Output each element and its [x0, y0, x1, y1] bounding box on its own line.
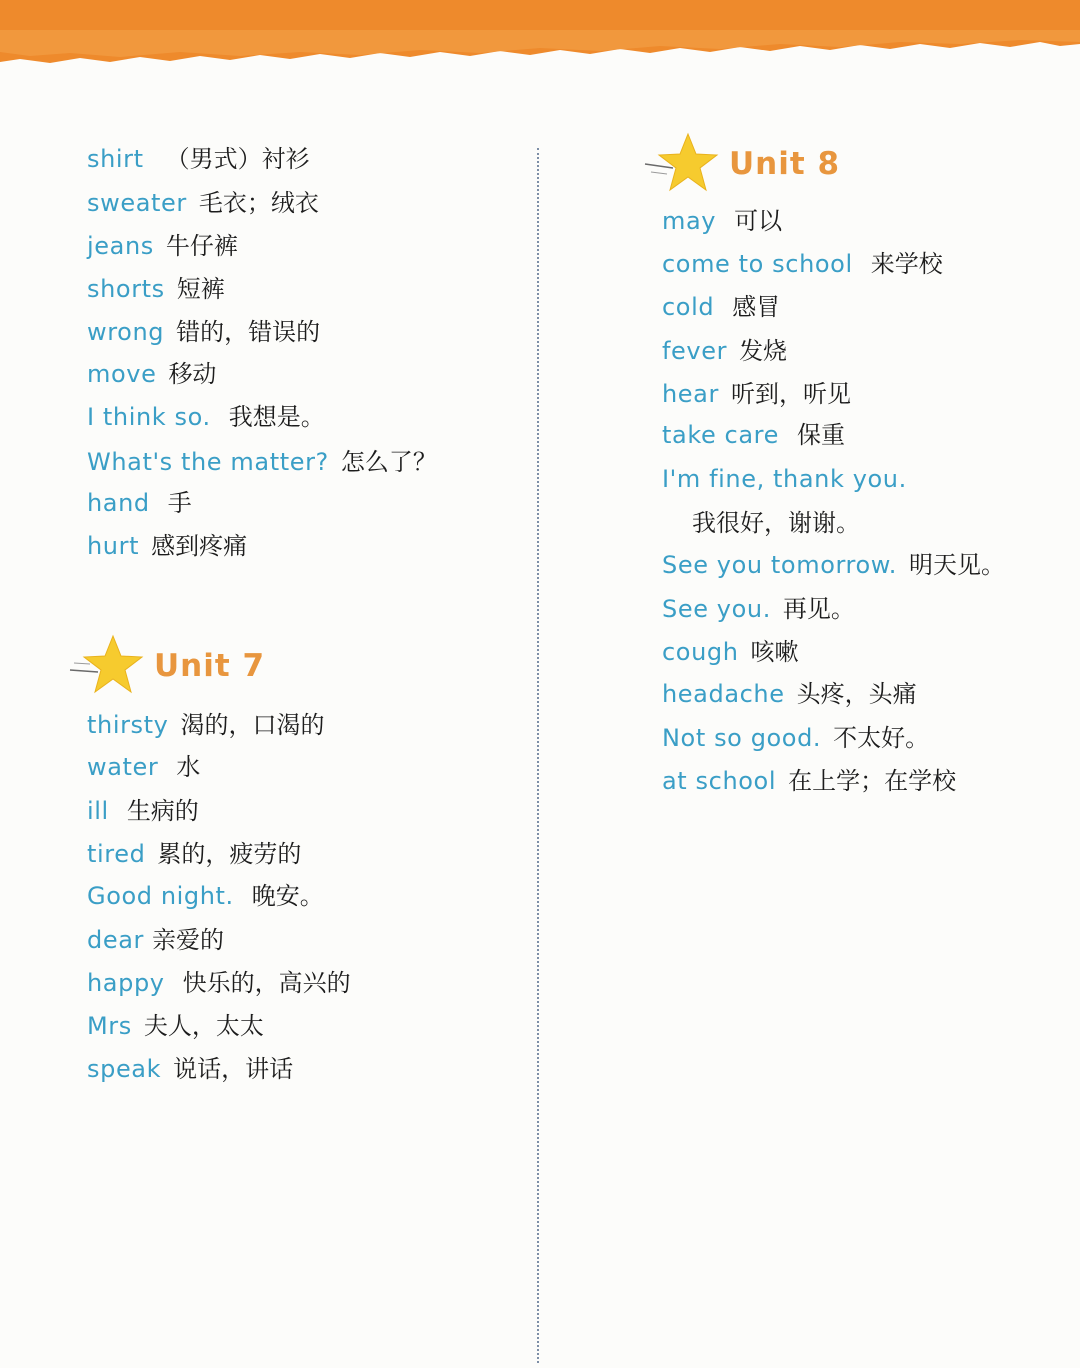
english-term: shirt	[87, 145, 144, 173]
chinese-meaning: 可以	[734, 207, 783, 235]
vocab-entry	[87, 317, 320, 347]
vocab-entry	[87, 839, 301, 869]
vocab-entry	[662, 679, 917, 709]
vocab-entry	[87, 531, 247, 561]
chinese-meaning: 夫人，太太	[143, 1012, 264, 1040]
chinese-meaning: （男式）衬衫	[165, 145, 310, 173]
chinese-meaning: 水	[176, 753, 201, 781]
english-term: hurt	[87, 532, 140, 560]
english-term: Not so good.	[662, 724, 822, 752]
vocab-entry	[662, 594, 855, 624]
vocab-entry	[662, 550, 1005, 580]
unit-8-heading	[643, 128, 863, 198]
english-term: headache	[662, 680, 785, 708]
english-term: Mrs	[87, 1012, 132, 1040]
vocab-entry	[662, 464, 907, 538]
vocab-entry	[87, 144, 310, 174]
vocab-entry	[662, 292, 780, 322]
english-term: hand	[87, 489, 150, 517]
column-divider	[537, 148, 539, 1363]
english-term: ill	[87, 797, 109, 825]
english-term: at school	[662, 767, 777, 795]
chinese-meaning: 渴的，口渴的	[180, 711, 325, 739]
chinese-meaning: 快乐的，高兴的	[182, 969, 351, 997]
english-term: jeans	[87, 232, 154, 260]
chinese-meaning: 怎么了？	[340, 448, 437, 476]
vocab-entry	[662, 723, 929, 753]
vocab-entry	[662, 336, 787, 366]
chinese-meaning: 短裤	[176, 275, 225, 303]
chinese-meaning: 保重	[796, 421, 845, 449]
english-term: happy	[87, 969, 165, 997]
chinese-meaning: 感到疼痛	[151, 532, 248, 560]
vocab-entry	[662, 766, 956, 796]
english-term: shorts	[87, 275, 165, 303]
chinese-meaning: 手	[167, 489, 192, 517]
chinese-meaning: 晚安。	[251, 882, 324, 910]
chinese-meaning: 在上学；在学校	[788, 767, 957, 795]
english-term: come to school	[662, 250, 853, 278]
star-icon	[68, 630, 148, 700]
vocab-entry	[87, 488, 192, 518]
english-term: Good night.	[87, 882, 234, 910]
chinese-meaning: 移动	[168, 360, 217, 388]
vocab-entry	[87, 796, 199, 826]
english-term: speak	[87, 1055, 162, 1083]
chinese-meaning: 我想是。	[228, 403, 325, 431]
english-term: See you tomorrow.	[662, 551, 898, 579]
vocab-entry	[87, 881, 324, 911]
vocab-entry	[87, 925, 224, 955]
unit-7-heading	[68, 630, 288, 700]
chinese-meaning: 错的，错误的	[176, 318, 321, 346]
chinese-meaning: 毛衣；绒衣	[198, 189, 319, 217]
vocab-entry	[87, 968, 351, 998]
english-term: wrong	[87, 318, 165, 346]
english-term: thirsty	[87, 711, 169, 739]
chinese-meaning: 咳嗽	[750, 638, 799, 666]
english-term: tired	[87, 840, 146, 868]
chinese-meaning: 发烧	[739, 337, 788, 365]
vocab-entry	[87, 188, 319, 218]
chinese-meaning: 头疼，头痛	[796, 680, 917, 708]
english-term: may	[662, 207, 717, 235]
vocab-entry	[87, 1011, 264, 1041]
english-term: sweater	[87, 189, 187, 217]
chinese-meaning: 来学校	[870, 250, 943, 278]
chinese-meaning: 说话，讲话	[173, 1055, 294, 1083]
vocab-entry	[87, 402, 325, 432]
chinese-meaning: 听到，听见	[730, 380, 851, 408]
english-term: hear	[662, 380, 719, 408]
chinese-meaning: 亲爱的	[151, 926, 224, 954]
unit-title: Unit 8	[729, 146, 841, 182]
chinese-meaning: 生病的	[126, 797, 199, 825]
english-term: I think so.	[87, 403, 211, 431]
vocab-entry	[87, 274, 225, 304]
vocab-entry	[662, 249, 943, 279]
english-term: move	[87, 360, 157, 388]
vocab-entry	[662, 206, 782, 236]
english-term: See you.	[662, 595, 771, 623]
vocab-entry	[87, 359, 216, 389]
english-term: dear	[87, 926, 144, 954]
english-term: cough	[662, 638, 739, 666]
chinese-meaning: 不太好。	[833, 724, 930, 752]
chinese-meaning: 再见。	[782, 595, 855, 623]
vocab-entry	[662, 637, 799, 667]
chinese-meaning: 明天见。	[909, 551, 1006, 579]
english-term: water	[87, 753, 159, 781]
star-icon	[643, 128, 723, 198]
unit-title: Unit 7	[154, 648, 266, 684]
vocab-entry	[87, 1054, 293, 1084]
english-term: What's the matter?	[87, 448, 329, 476]
vocab-entry	[87, 447, 437, 477]
chinese-meaning: 累的，疲劳的	[157, 840, 302, 868]
header-band	[0, 0, 1080, 92]
vocab-entry	[87, 752, 200, 782]
chinese-meaning: 感冒	[732, 293, 781, 321]
vocab-entry	[87, 710, 324, 740]
english-term: take care	[662, 421, 779, 449]
chinese-meaning: 我很好，谢谢。	[692, 509, 860, 537]
english-term: cold	[662, 293, 715, 321]
vocab-entry	[662, 379, 851, 409]
english-term: fever	[662, 337, 728, 365]
vocab-entry	[662, 420, 845, 450]
vocab-entry	[87, 231, 238, 261]
chinese-meaning: 牛仔裤	[165, 232, 238, 260]
english-term: I'm fine, thank you.	[662, 465, 907, 493]
